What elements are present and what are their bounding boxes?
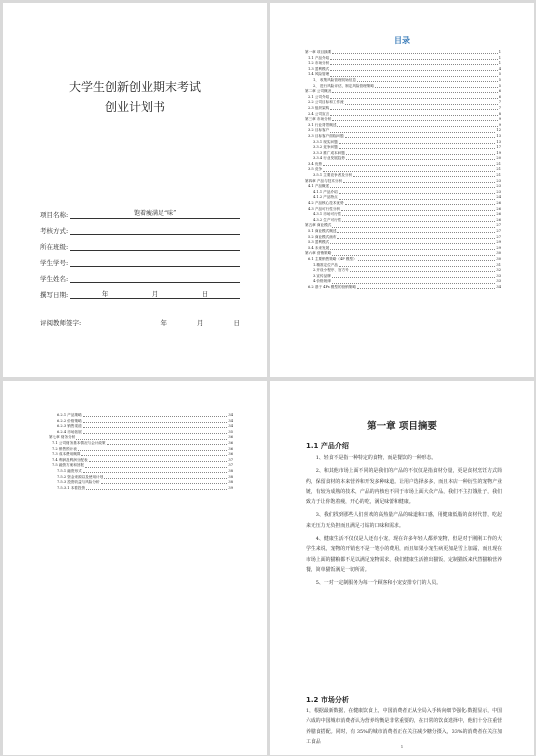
toc-leader-dots [339,199,496,200]
toc-entry-text: 5.1 商业模式概述 [308,229,337,233]
toc-entry-page: 33 [496,279,501,284]
form-row [40,203,240,219]
section-heading-product: 1.1 产品介绍 [306,442,349,450]
toc-entry-text: 4.3.1 市场可行性 [313,212,342,217]
toc-leader-dots [332,92,497,93]
cover-form [40,203,240,299]
toc-entry-text: 2.2 公司目标和工作流 [308,100,344,105]
toc-entry-page: 29 [496,240,501,245]
toc-entry-text: 第一章 项目摘要 [305,50,332,54]
toc-entry-text: 2、 进行风险评估，制定风险管理策略 [313,83,374,88]
toc-entry-text: 4.1 产品概述 [308,184,330,189]
toc-entry-page: 23 [496,189,501,194]
toc-leader-dots [323,165,495,166]
toc-entry-page: 7 [498,100,501,105]
toc-entry-page: 23 [496,184,501,189]
toc-entry-text: 7.1 公司财务基本情况与会计政策 [52,440,106,445]
toc-entry-page: 26 [496,212,501,217]
toc-entry-text: 7.5 融资方案和回报 [52,463,85,468]
toc-leader-dots [339,266,495,267]
toc-leader-dots [345,137,496,138]
toc-entry-text: 7.3 成本费用概算 [52,452,81,457]
toc-leader-dots [89,461,228,462]
toc-entry-text: 第七章 财务分析 [49,435,76,440]
toc-leader-dots [341,210,495,211]
toc-entry-page: 34 [228,424,233,429]
toc-entry-page: 26 [496,217,501,222]
toc-entry-text: 2.3 组织架构 [308,105,330,110]
toc-entry-page: 36 [228,440,233,445]
toc-entry-page: 12 [496,128,501,133]
toc-leader-dots [83,416,228,417]
toc-entry-page: 37 [228,457,233,462]
toc-leader-dots [323,171,495,172]
toc-leader-dots [342,215,495,216]
form-value-line [70,274,240,283]
toc-entry-text: 3.3.1 现实问题 [313,139,338,144]
toc-entry-page: 27 [496,223,501,228]
toc-leader-dots [332,277,496,278]
toc-leader-dots [330,187,495,188]
page-number: 1 [400,745,404,749]
toc-entry-text: 1.4 风险管理 [308,72,330,77]
toc-leader-dots [330,59,497,60]
toc-entry-text: 4.2 产品核心技术优势 [308,201,344,206]
toc-entry-text: 1、 收集风险管理初始信息 [313,77,356,82]
toc-entry-page: 31 [496,262,501,267]
toc-entry-text: 2.开设小程序、官方号 [313,268,349,273]
toc-leader-dots [330,70,497,71]
toc-entry-text: 2.4 公司宣言 [308,111,330,116]
toc-entry-page: 33 [496,273,501,278]
toc-leader-dots [332,120,497,121]
toc-entry-page: 21 [496,173,501,178]
toc-entry-text: 第六章 营销策略 [305,251,332,256]
form-row [40,267,240,283]
toc-entry-text: 4.3 产品可行性分析 [308,206,341,211]
toc-leader-dots [76,439,227,440]
form-value-line [70,258,240,267]
toc-leader-dots [81,455,227,456]
toc-list [305,50,501,291]
toc-entry-text: 3.宣传品牌 [313,273,331,278]
toc-entry-text: 3.3.3 推广成本问题 [313,150,345,155]
toc-entry-text: 6.1 主要销售策略（4P 模型） [308,256,357,261]
toc-entry-page: 35 [228,429,233,434]
toc-continued-page [3,381,267,755]
toc-leader-dots [342,221,495,222]
toc-entry-page: 26 [496,206,501,211]
date-part: 年 [101,290,109,298]
toc-leader-dots [339,143,496,144]
toc-entry-text: 7.5.3 投资收益与风险分析 [57,480,100,485]
toc-leader-dots [78,450,228,451]
paragraph: 5、一对一定制服务为每一个顾客和小宠安排专门的人员。 [315,580,442,587]
toc-entry-page: 38 [228,474,233,479]
toc-entry-text: 6.2.3 销售渠道 [57,424,82,429]
toc-leader-dots [83,433,228,434]
signature-year: 年 [160,319,167,327]
section-heading-market: 1.2 市场分析 [306,696,349,704]
toc-entry-page: 19 [496,150,501,155]
toc-entry-text: 3.1 行业背景概述 [308,122,337,127]
form-label: 项目名称: [40,211,69,219]
toc-leader-dots [350,271,496,272]
section-body-product [306,453,502,592]
toc-entry-text: 1.精准定位产品 [313,262,338,267]
paragraph: 1、轻食不是指一种特定的食物，而是餐饮的一种形态。 [315,455,437,461]
toc-entry-page: 34 [228,413,233,417]
form-row [40,251,240,267]
toc-entry-page: 37 [228,463,233,468]
toc-entry-page: 4 [498,66,501,71]
toc-page [270,3,534,377]
toc-entry-text: 1.2 市场分析 [308,61,330,66]
form-label: 学生姓名: [40,275,69,283]
toc-entry-page: 34 [496,284,501,289]
toc-entry-text: 4.1.1 产品介绍 [313,189,338,194]
form-value-line [70,242,240,251]
toc-entry-page: 13 [496,133,501,138]
date-part: 日 [201,290,209,298]
toc-entry-page: 21 [496,167,501,172]
toc-entry-text: 2.1 公司介绍 [308,94,330,99]
toc-leader-dots [337,232,495,233]
toc-entry-text: 5.3 盈利模式 [308,240,330,245]
toc-entry-text: 3.2 目标客户 [308,128,330,133]
form-value-line [70,226,240,235]
toc-leader-dots [339,148,496,149]
toc-leader-dots [330,249,495,250]
toc-entry-text: 3.5.1 主要竞争者及分析 [313,173,353,178]
toc-leader-dots [346,154,496,155]
toc-entry-text: 7.4 利润及利润分配表 [52,457,88,462]
paragraph: 2、和其他市场上面不同的是我们的产品的不仅仅是指食材分量，更是食材烹饪方式简约，保留食材的本来营养和开发多种味道。让用户选择多多，而且本店一种衍生的宠物产业链，有较为成熟的技术，产品的内核也不同于市场上面大众产品，我们不主打饿肚子，我们致力于让你饱着瘦，开心的吃，满足味蕾和健康。 [306,468,502,506]
toc-leader-dots [337,126,497,127]
date-row [40,283,240,299]
toc-entry-page: 24 [496,195,501,200]
chapter-page [270,381,534,755]
toc-entry-page: 5 [498,72,501,77]
toc-entry-page: 23 [496,178,501,183]
toc-leader-dots [353,176,495,177]
toc-leader-dots [83,427,228,428]
toc-entry-text: 3.5 竞争 [308,167,323,172]
date-part: 月 [151,290,159,298]
toc-leader-dots [83,422,228,423]
toc-entry-text: 3.3.2 竞争问题 [313,145,338,150]
signature-day: 日 [233,319,240,327]
toc-entry-text: 7.2 销售预计表 [52,446,77,451]
toc-entry-text: 5.2 商业模式画布 [308,234,337,239]
toc-leader-dots [83,472,228,473]
toc-entry-page: 36 [228,435,233,440]
cover-title-line1: 大学生创新创业期末考试 [68,80,201,94]
toc-entry-text: 3.4 优势 [308,161,323,166]
toc-entry-text: 6.2 基于 4Ps 模型的营销策略 [308,284,356,289]
toc-entry-text: 4.价格规律 [313,279,331,284]
toc-leader-dots [332,255,495,256]
toc-leader-dots [346,159,496,160]
toc-entry-page: 38 [228,468,233,473]
toc-entry-page: 36 [228,446,233,451]
toc-entry [305,285,501,291]
paragraph: 1，根据最新数据，在健康饮食上，中国消费者正从全局入手转向细节强化:数据显示，中国六成的中国城市消费者认为营养均衡是非常重要的，在日常的饮食选择中，他们十分注重营养膳食搭配。同时，有 35%的城市消费者正在关注减少糖分摄入，33%的消费者在关注加工食品 [306,708,502,745]
cover-page [3,3,267,377]
toc-leader-dots [107,444,228,445]
toc-entry-page: 13 [496,139,501,144]
toc-leader-dots [358,260,496,261]
signature-month: 月 [197,319,204,327]
toc-entry-page: 39 [228,485,233,490]
date-label: 撰写日期: [40,291,69,299]
toc-entry-text: 第四章 产品与技术分析 [305,178,343,183]
toc-list-continued [49,413,233,491]
paragraph: 3、我们找到那些人们喜欢的高热量产品的味道和口感，用健康低脂的食材代替，吃起来无压力无负担而且满足刁钻的口味和需求。 [306,512,502,529]
toc-leader-dots [332,227,495,228]
toc-entry-text: 6.2.4 市场拓展 [57,429,82,434]
toc-leader-dots [330,132,495,133]
toc-entry-page: 17 [496,145,501,150]
form-row [40,219,240,235]
toc-entry-page: 27 [496,234,501,239]
section-body-market [306,706,502,750]
toc-entry-page: 5 [498,83,501,88]
toc-entry-page: 1 [498,61,501,66]
toc-entry-text: 6.2.2 价格策略 [57,418,82,423]
form-row [40,235,240,251]
toc-title: 目录 [394,36,410,45]
toc-entry-page: 1 [498,50,501,54]
toc-entry-page: 29 [496,245,501,250]
signature-row [40,318,240,327]
toc-entry-page: 1 [498,55,501,60]
toc-leader-dots [343,182,495,183]
toc-leader-dots [375,87,498,88]
cover-title-line2: 创业计划书 [104,100,165,114]
toc-leader-dots [101,483,228,484]
toc-entry-page: 30 [496,251,501,256]
toc-entry-page: 26 [496,201,501,206]
toc-leader-dots [330,98,497,99]
toc-entry-text: 第五章 商业模式 [305,223,332,228]
form-value-line: 饱着瘦满足“味” [70,210,240,219]
toc-leader-dots [332,53,497,54]
chapter-title: 第一章 项目摘要 [367,421,437,432]
toc-entry-page: 36 [228,452,233,457]
toc-entry-page: 30 [496,256,501,261]
toc-leader-dots [330,115,497,116]
toc-entry-text: 6.2.1 产品策略 [57,413,82,417]
date-line [70,289,240,299]
toc-entry-page: 9 [498,117,501,122]
toc-entry-page: 20 [496,156,501,161]
toc-leader-dots [332,283,496,284]
toc-leader-dots [345,204,496,205]
toc-entry-text: 第三章 市场分析 [305,117,332,122]
paragraph: 4、健康生活不仅仅是人还有小宠，现在许多年轻人都养宠物，但是对于刚刚工作的大学生来说，宠物的开销也不是一笔小的费用，而且如果小宠生病更加是雪上加霜，而且现在市场上面的猫粮都不足以满足宠物需求，我们健康生活推出猫饭，定制猫饭来代替猫粮营养餐，简单猫饭满足一切所需。 [306,536,502,573]
toc-entry-page: 32 [496,268,501,273]
toc-leader-dots [339,193,496,194]
toc-leader-dots [345,104,498,105]
toc-entry-page: 21 [496,161,501,166]
toc-entry-text: 7.5.3.1 本着投资 [57,485,86,490]
toc-leader-dots [357,81,498,82]
toc-entry-text: 3.3.4 行业发展趋势 [313,156,345,161]
toc-entry-text: 7.5.1 融资形式 [57,468,82,473]
toc-entry-page: 8 [498,111,501,116]
toc-leader-dots [357,288,495,289]
toc-entry-text: 第二章 公司概况 [305,89,332,94]
toc-leader-dots [330,109,497,110]
toc-leader-dots [86,489,227,490]
toc-entry [49,486,233,492]
toc-leader-dots [330,76,497,77]
toc-entry-text: 4.1.2 产品特点 [313,195,338,200]
toc-entry-page: 5 [498,77,501,82]
signature-label: 评阅教师签字: [40,319,82,327]
toc-entry-text: 4.3.2 生产可行性 [313,217,342,222]
toc-entry-page: 6 [498,89,501,94]
toc-entry-page: 34 [228,418,233,423]
toc-leader-dots [330,64,497,65]
toc-entry-page: 6 [498,94,501,99]
toc-entry-text: 7.5.2 资金来源以及使用计划 [57,474,104,479]
toc-leader-dots [330,243,495,244]
toc-entry-page: 27 [496,229,501,233]
toc-leader-dots [337,238,495,239]
form-label: 所在班级: [40,243,69,251]
toc-entry-text: 3.3 目标客户面临问题 [308,133,344,138]
toc-entry-text: 1.1 产品介绍 [308,55,330,60]
form-label: 学生学号: [40,259,69,267]
form-label: 考核方式: [40,227,69,235]
toc-leader-dots [85,467,227,468]
toc-entry-text: 1.3 盈利模式 [308,66,330,71]
toc-entry-page: 9 [498,122,501,127]
toc-entry-page: 7 [498,105,501,110]
toc-entry-page: 38 [228,480,233,485]
toc-leader-dots [104,478,227,479]
toc-entry-text: 5.4 未来发展 [308,245,330,250]
